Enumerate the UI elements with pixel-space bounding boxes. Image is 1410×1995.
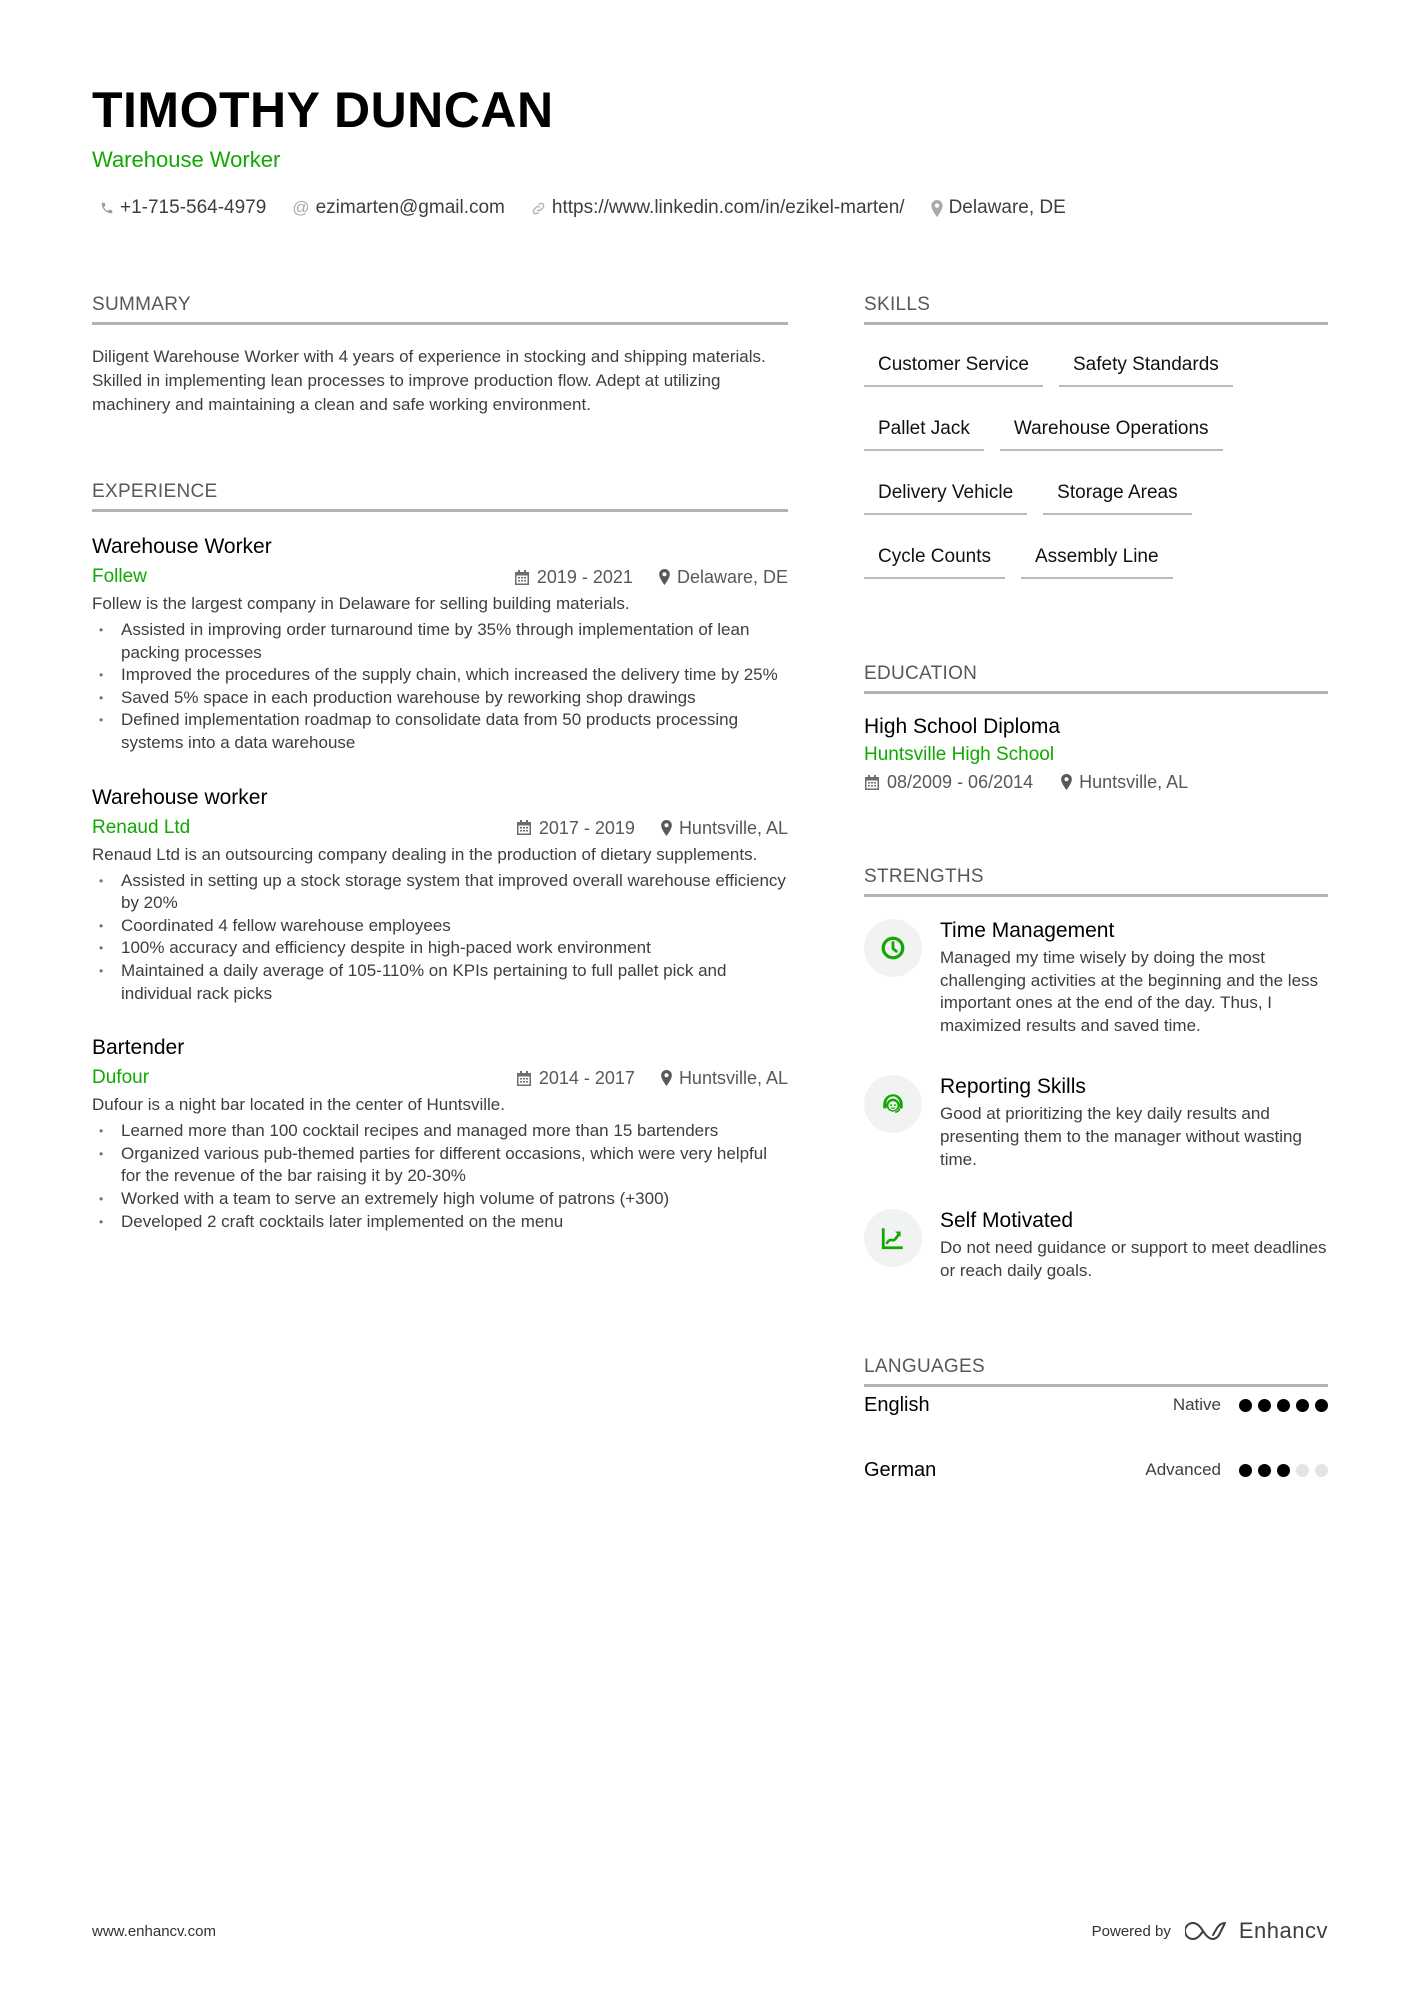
rating-dot-empty [1296, 1464, 1309, 1477]
achievement-item: • Assisted in improving order turnaround time by 35% through implementation of lean packing processes [92, 619, 788, 664]
language-level: Advanced [1145, 1460, 1221, 1480]
education-dates [864, 770, 1033, 794]
job-location [661, 814, 788, 842]
achievement-item: • Organized various pub-themed parties for different occasions, which were very helpful for the revenue of the bar raising it by 20-30% [92, 1143, 788, 1188]
website-link[interactable]: www.enhancv.com [92, 1922, 216, 1940]
contact-linkedin[interactable] [531, 196, 905, 220]
job-meta-right [516, 1064, 788, 1092]
location-pin-icon [931, 200, 943, 217]
summary-heading: SUMMARY [92, 292, 788, 325]
job-dates-text: 2014 - 2017 [538, 1068, 635, 1089]
phone-icon [100, 200, 114, 216]
experience-entry [92, 532, 788, 755]
achievement-item: • Assisted in setting up a stock storage system that improved overall warehouse efficiency by 20% [92, 870, 788, 915]
education-location-text: Huntsville, AL [1079, 772, 1189, 792]
strengths-heading: STRENGTHS [864, 864, 1328, 897]
rating-dot-filled [1239, 1464, 1252, 1477]
resume-header [92, 80, 1322, 220]
strength-title: Self Motivated [940, 1209, 1074, 1233]
rating-dot-filled [1315, 1399, 1328, 1412]
achievement-item: • Learned more than 100 cocktail recipes and managed more than 15 bartenders [92, 1120, 788, 1143]
job-location-text: Delaware, DE [676, 567, 788, 587]
skill-tag: Cycle Counts [864, 539, 1005, 579]
job-dates [514, 563, 633, 591]
language-rating [1239, 1399, 1328, 1412]
rating-dot-empty [1315, 1464, 1328, 1477]
school-name: Huntsville High School [864, 744, 1055, 765]
enhancv-logo-icon [1185, 1919, 1229, 1943]
phone-text: +1-715-564-4979 [120, 197, 267, 218]
languages-section [864, 1354, 1328, 1488]
language-rating [1239, 1464, 1328, 1477]
job-location-text: Huntsville, AL [678, 1068, 788, 1089]
summary-section [92, 292, 788, 417]
job-meta [92, 1064, 788, 1092]
achievement-item: • Defined implementation roadmap to consolidate data from 50 products processing systems into a data warehouse [92, 709, 788, 754]
contact-phone[interactable] [100, 196, 266, 220]
rating-dot-filled [1258, 1399, 1271, 1412]
strengths-section [864, 864, 1328, 1282]
rating-dot-filled [1258, 1464, 1271, 1477]
achievement-item: • Improved the procedures of the supply chain, which increased the delivery time by 25% [92, 664, 788, 687]
brand-name: Enhancv [1238, 1918, 1328, 1943]
strength-description: Good at prioritizing the key daily results and presenting them to the manager without wasting time. [940, 1104, 1302, 1169]
achievement-item: • Saved 5% space in each production warehouse by reworking shop drawings [92, 687, 788, 710]
experience-heading: EXPERIENCE [92, 479, 788, 512]
rating-dot-filled [1239, 1399, 1252, 1412]
job-dates [516, 814, 635, 842]
skills-section [864, 292, 1328, 579]
job-title: Warehouse Worker [92, 535, 272, 558]
experience-section [92, 479, 788, 1233]
candidate-name: TIMOTHY DUNCAN [92, 82, 554, 138]
powered-by-label: Powered by [1091, 1922, 1171, 1940]
achievement-item: • Worked with a team to serve an extremely high volume of patrons (+300) [92, 1188, 788, 1211]
clock-icon [864, 919, 922, 977]
skill-tag: Pallet Jack [864, 411, 984, 451]
job-meta-right [516, 814, 788, 842]
education-location [1061, 770, 1188, 794]
company-description: Renaud Ltd is an outsourcing company dealing in the production of dietary supplements. [92, 844, 758, 864]
achievement-item: • Developed 2 craft cocktails later implemented on the menu [92, 1211, 788, 1234]
achievement-item: • Coordinated 4 fellow warehouse employees [92, 915, 788, 938]
strength-description: Do not need guidance or support to meet deadlines or reach daily goals. [940, 1238, 1327, 1280]
company-description: Follew is the largest company in Delaware for selling building materials. [92, 594, 630, 613]
language-name: German [864, 1458, 937, 1481]
strength-item [864, 1207, 1328, 1282]
calendar-icon [864, 774, 880, 791]
location-pin-icon [659, 569, 670, 585]
company-name: Renaud Ltd [92, 816, 191, 838]
achievement-list [92, 619, 788, 755]
education-meta [864, 770, 1328, 794]
calendar-icon [514, 569, 530, 586]
rating-dot-filled [1277, 1464, 1290, 1477]
skill-tag: Assembly Line [1021, 539, 1173, 579]
language-item [864, 1387, 1328, 1423]
job-meta [92, 563, 788, 591]
job-dates [516, 1064, 635, 1092]
experience-entry [92, 783, 788, 1006]
degree: High School Diploma [864, 715, 1061, 738]
achievement-list [92, 1120, 788, 1233]
company-description: Dufour is a night bar located in the center of Huntsville. [92, 1095, 505, 1115]
trending-chart-icon [864, 1209, 922, 1267]
education-dates-text: 08/2009 - 06/2014 [887, 772, 1034, 792]
right-column [864, 292, 1328, 1488]
job-title: Bartender [92, 1036, 185, 1060]
company-name: Dufour [92, 1067, 150, 1089]
skills-list [864, 347, 1328, 579]
strength-title: Reporting Skills [940, 1075, 1086, 1099]
job-location [661, 1064, 788, 1092]
company-name: Follew [92, 566, 147, 587]
calendar-icon [516, 819, 532, 836]
job-meta-right [514, 563, 788, 591]
job-dates-text: 2019 - 2021 [536, 567, 633, 587]
strength-title: Time Management [940, 919, 1115, 942]
job-location [659, 563, 788, 591]
candidate-title: Warehouse Worker [92, 147, 281, 172]
skill-tag: Delivery Vehicle [864, 475, 1027, 515]
achievement-list [92, 870, 788, 1006]
achievement-item: • Maintained a daily average of 105-110% on KPIs pertaining to full pallet pick and individual rack picks [92, 960, 788, 1005]
language-level: Native [1172, 1395, 1221, 1415]
strengths-list [864, 917, 1328, 1282]
contact-location [931, 196, 1066, 220]
skill-tag: Warehouse Operations [1000, 411, 1223, 451]
footer [92, 1918, 1328, 1944]
link-icon [531, 201, 546, 216]
contact-email[interactable] [292, 196, 505, 220]
job-location-text: Huntsville, AL [678, 817, 788, 838]
strength-item [864, 1073, 1328, 1171]
job-title: Warehouse worker [92, 785, 268, 809]
strength-item [864, 917, 1328, 1037]
skills-heading: SKILLS [864, 292, 1328, 325]
education-section [864, 661, 1328, 794]
strength-description: Managed my time wisely by doing the most challenging activities at the beginning and the less important ones at the end of the day. Thus, I maximized results and saved time. [940, 948, 1319, 1035]
left-column [92, 292, 788, 1233]
headset-person-icon [864, 1075, 922, 1133]
skill-tag: Storage Areas [1043, 475, 1191, 515]
experience-entry [92, 1033, 788, 1233]
location-pin-icon [661, 1070, 672, 1086]
powered-by [1092, 1918, 1328, 1944]
at-icon: @ [292, 198, 310, 217]
location-text: Delaware, DE [948, 197, 1066, 218]
calendar-icon [516, 1070, 532, 1087]
job-meta [92, 814, 788, 842]
rating-dot-filled [1296, 1399, 1309, 1412]
summary-text: Diligent Warehouse Worker with 4 years of experience in stocking and shipping materials. Skilled in implementing lean processes to improve production flow. Adept at utilizing machinery and maintaining a clean and safe working environment. [92, 347, 766, 414]
achievement-item: • 100% accuracy and efficiency despite in high-paced work environment [92, 937, 788, 960]
location-pin-icon [1061, 774, 1072, 790]
languages-heading: LANGUAGES [864, 1354, 1328, 1387]
language-item [864, 1452, 1328, 1488]
rating-dot-filled [1277, 1399, 1290, 1412]
language-name: English [864, 1393, 930, 1416]
email-text: ezimarten@gmail.com [315, 197, 505, 218]
skill-tag: Customer Service [864, 347, 1043, 387]
brand-logo[interactable] [1185, 1918, 1328, 1944]
contact-bar [92, 196, 1322, 220]
job-dates-text: 2017 - 2019 [538, 817, 635, 838]
location-pin-icon [661, 820, 672, 836]
skill-tag: Safety Standards [1059, 347, 1233, 387]
linkedin-text: https://www.linkedin.com/in/ezikel-marten/ [551, 197, 905, 218]
education-heading: EDUCATION [864, 661, 1328, 694]
